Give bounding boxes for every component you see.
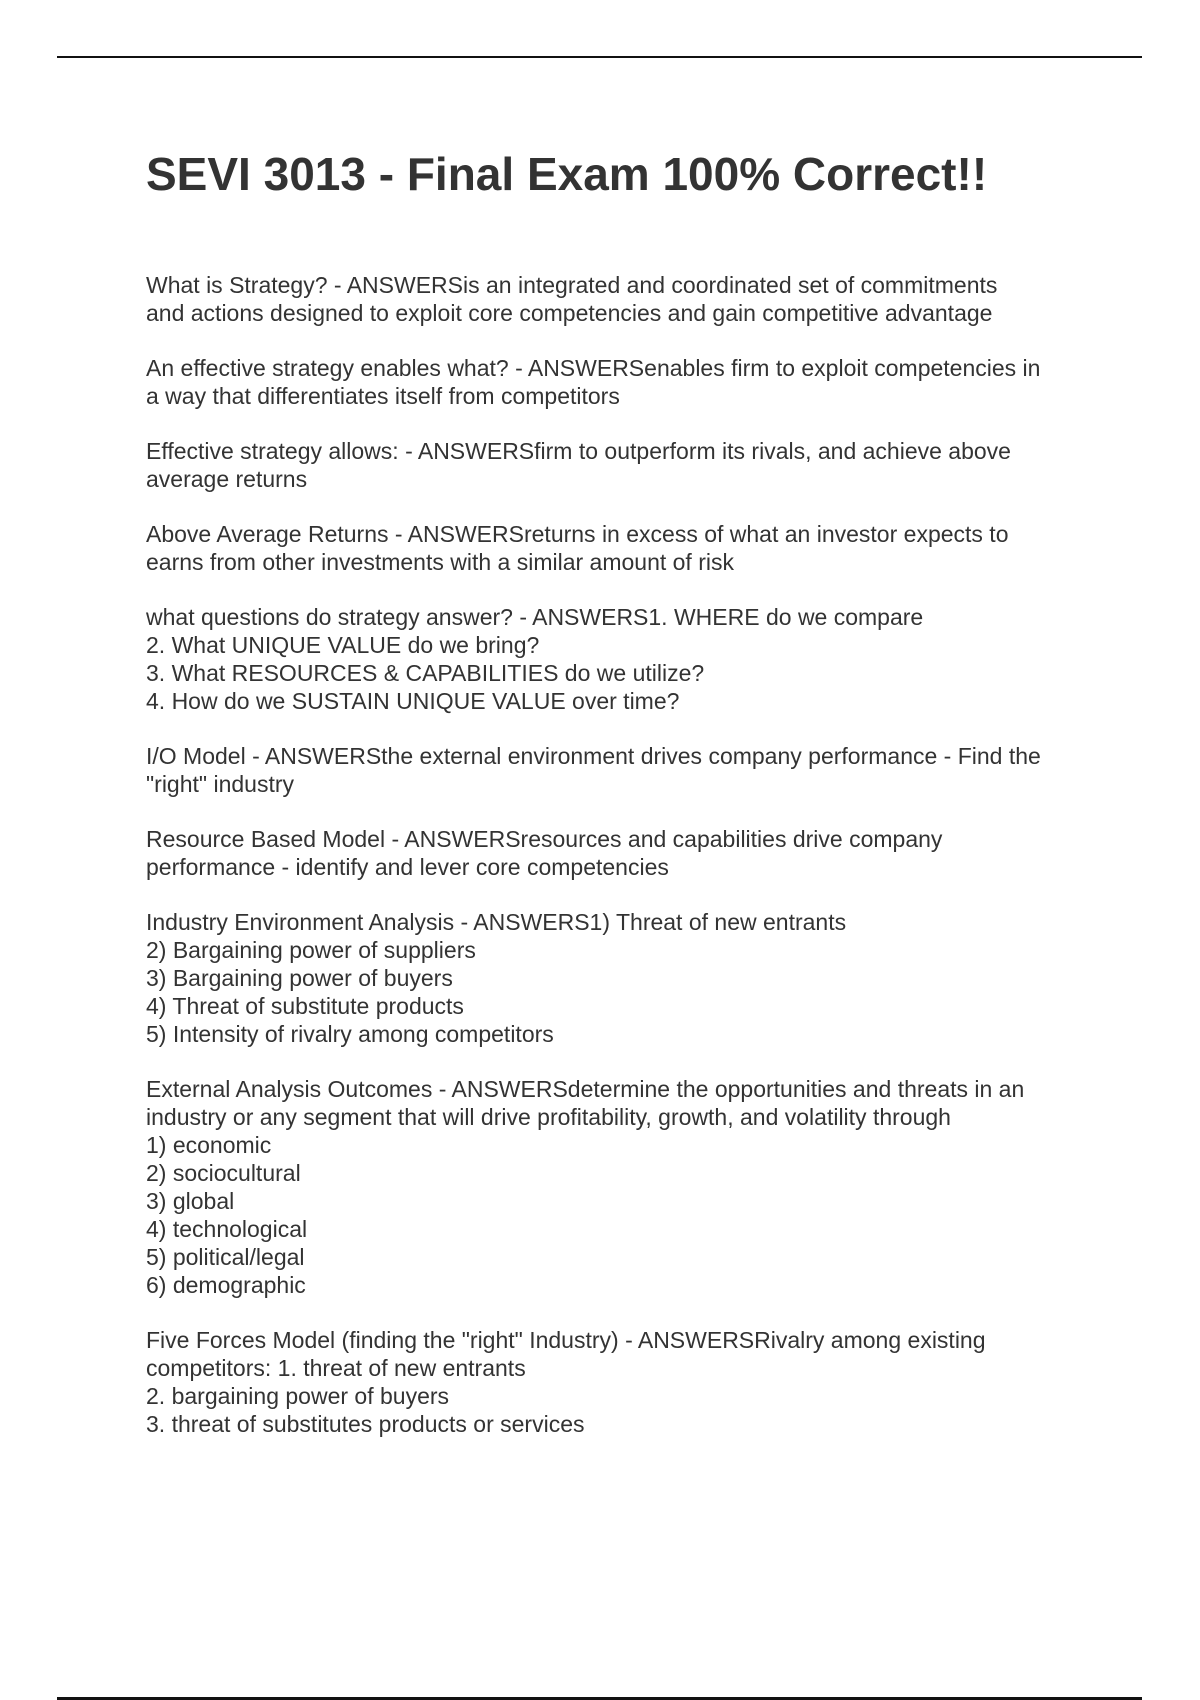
document-body <box>146 140 1096 1465</box>
qa-line: 4. How do we SUSTAIN UNIQUE VALUE over time? <box>146 688 680 714</box>
qa-line: what questions do strategy answer? - ANSWERS1. WHERE do we compare <box>146 604 924 630</box>
qa-line: performance - identify and lever core competencies <box>146 854 669 880</box>
qa-line: 1) economic <box>146 1132 272 1158</box>
qa-entry <box>146 354 1096 410</box>
qa-list <box>146 271 1096 1438</box>
qa-entry <box>146 1075 1096 1299</box>
qa-line: Above Average Returns - ANSWERSreturns in excess of what an investor expects to <box>146 521 1009 547</box>
qa-line: average returns <box>146 466 308 492</box>
qa-line: Industry Environment Analysis - ANSWERS1) Threat of new entrants <box>146 909 847 935</box>
qa-entry <box>146 908 1096 1048</box>
qa-line: 2. bargaining power of buyers <box>146 1383 450 1409</box>
qa-line: 2. What UNIQUE VALUE do we bring? <box>146 632 540 658</box>
qa-line: Effective strategy allows: - ANSWERSfirm to outperform its rivals, and achieve above <box>146 438 1011 464</box>
qa-line: 6) demographic <box>146 1272 306 1298</box>
qa-line: 4) Threat of substitute products <box>146 993 464 1019</box>
qa-line: 4) technological <box>146 1216 308 1242</box>
qa-line: earns from other investments with a similar amount of risk <box>146 549 734 575</box>
qa-line: 2) sociocultural <box>146 1160 301 1186</box>
qa-entry <box>146 1326 1096 1438</box>
qa-line: industry or any segment that will drive profitability, growth, and volatility through <box>146 1104 951 1130</box>
qa-line: Resource Based Model - ANSWERSresources and capabilities drive company <box>146 826 943 852</box>
qa-line: 3. threat of substitutes products or services <box>146 1411 585 1437</box>
qa-line: "right" industry <box>146 771 294 797</box>
qa-line: 3) global <box>146 1188 235 1214</box>
qa-entry <box>146 520 1096 576</box>
qa-line: and actions designed to exploit core competencies and gain competitive advantage <box>146 300 993 326</box>
qa-line: What is Strategy? - ANSWERSis an integrated and coordinated set of commitments <box>146 272 998 298</box>
top-rule <box>57 56 1142 58</box>
qa-line: An effective strategy enables what? - ANSWERSenables firm to exploit competencies in <box>146 355 1041 381</box>
qa-entry <box>146 603 1096 715</box>
qa-line: 3) Bargaining power of buyers <box>146 965 453 991</box>
qa-entry <box>146 437 1096 493</box>
qa-line: External Analysis Outcomes - ANSWERSdetermine the opportunities and threats in an <box>146 1076 1025 1102</box>
qa-line: competitors: 1. threat of new entrants <box>146 1355 526 1381</box>
qa-entry <box>146 271 1096 327</box>
qa-entry <box>146 742 1096 798</box>
document-title: SEVI 3013 - Final Exam 100% Correct!! <box>146 148 988 200</box>
qa-line: 5) political/legal <box>146 1244 305 1270</box>
qa-line: I/O Model - ANSWERSthe external environment drives company performance - Find the <box>146 743 1041 769</box>
qa-line: Five Forces Model (finding the "right" Industry) - ANSWERSRivalry among existing <box>146 1327 986 1353</box>
qa-line: 2) Bargaining power of suppliers <box>146 937 476 963</box>
qa-line: a way that differentiates itself from competitors <box>146 383 620 409</box>
qa-entry <box>146 825 1096 881</box>
qa-line: 5) Intensity of rivalry among competitors <box>146 1021 554 1047</box>
qa-line: 3. What RESOURCES & CAPABILITIES do we utilize? <box>146 660 705 686</box>
